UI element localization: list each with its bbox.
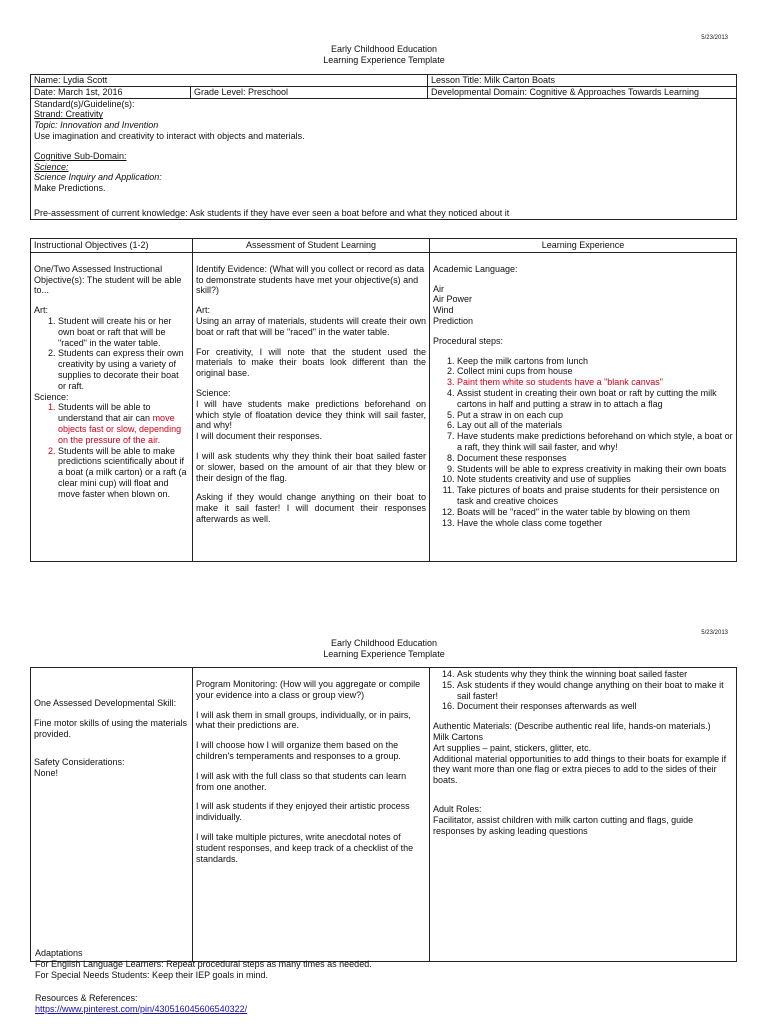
make-predictions: Make Predictions. — [34, 183, 106, 194]
objectives-cell — [31, 252, 193, 561]
procedural-steps: Procedural steps: — [433, 335, 504, 346]
monitoring-cell — [193, 668, 430, 962]
monitoring-item: I will take multiple pictures, write anecdotal notes of student responses, and keep track of a checklist of the standards. — [196, 831, 414, 864]
science-item: 1. Students will be able to understand that air can move objects fast or slow, depending on the pressure of the air. — [58, 402, 189, 445]
monitoring-item: I will ask them in small groups, individually, or in pairs, what their predictions are. — [196, 709, 411, 731]
page2-date: 5/23/2013 — [701, 630, 728, 636]
science-heading: Science: — [34, 161, 69, 172]
pinterest-link[interactable]: https://www.pinterest.com/pin/430516045606540322/ — [35, 1004, 248, 1014]
art-list — [34, 316, 189, 392]
assess-document: I will document their responses. — [196, 431, 323, 442]
pre-assessment: Pre-assessment of current knowledge: Ask students if they have ever seen a boat before and what they noticed about it — [34, 207, 510, 218]
ell-adaptation: For English Language Learners: Repeat procedural steps as many times as needed. — [35, 959, 372, 969]
standards-cell — [31, 98, 737, 219]
steps-list — [433, 356, 733, 529]
resources-label: Resources & References: — [35, 993, 138, 1003]
dev-domain-cell: Developmental Domain: Cognitive & Approaches Towards Learning — [428, 86, 737, 98]
academic-language: Academic Language: — [433, 263, 518, 274]
monitoring-item: I will ask students if they enjoyed their artistic process individually. — [196, 801, 410, 823]
assess-science-label: Science: — [196, 387, 231, 398]
col-header-learning: Learning Experience — [430, 239, 737, 253]
topic: Topic: Innovation and Invention — [34, 120, 159, 131]
step-item: 15. Ask students if they would change anything on their boat to make it sail faster! — [457, 680, 733, 702]
assess-creativity: For creativity, I will note that the student used the materials to make their boats look different than the original base. — [196, 346, 426, 379]
material-item: Additional material opportunities to add things to their boats for example if they want more than one flag or extra pieces to add to the sides of their boats. — [433, 753, 727, 786]
authentic-materials: Authentic Materials: (Describe authentic real life, hands-on materials.) — [433, 721, 711, 732]
step-item: 2. Collect mini cups from house — [457, 366, 733, 377]
assess-why: I will ask students why they think their boat sailed faster or slower, based on the amount of air that they blew or their design of the flag. — [196, 450, 426, 483]
vocab-word: Air — [433, 283, 444, 294]
adaptations-section — [35, 948, 372, 981]
step-item: 13. Have the whole class come together — [457, 518, 733, 529]
col-header-assessment: Assessment of Student Learning — [193, 239, 430, 253]
vocab-word: Prediction — [433, 315, 474, 326]
material-item: Art supplies – paint, stickers, glitter, etc. — [433, 742, 592, 753]
assess-art-label: Art: — [196, 305, 211, 316]
page2-title: Early Childhood Education — [330, 638, 438, 648]
page2-table — [30, 667, 737, 962]
date-field: Date: March 1st, 2016 — [34, 86, 123, 97]
cognitive-subdomain: Cognitive Sub-Domain: — [34, 150, 127, 161]
adult-roles: Adult Roles: — [433, 803, 482, 814]
fine-motor: Fine motor skills of using the materials provided. — [34, 717, 188, 739]
grade-level-cell: Grade Level: Preschool — [191, 86, 428, 98]
art-item: 2. Students can express their own creativity by using a variety of supplies to decorate their boat or raft. — [58, 348, 189, 391]
step-item: 5. Put a straw in on each cup — [457, 410, 733, 421]
page1-date: 5/23/2013 — [701, 35, 728, 41]
step-item: 12. Boats will be "raced" in the water table by blowing on them — [457, 507, 733, 518]
topic-text: Use imagination and creativity to interact with objects and materials. — [34, 130, 305, 141]
special-needs-adaptation: For Special Needs Students: Keep their IEP goals in mind. — [35, 970, 268, 980]
objectives-intro: One/Two Assessed Instructional Objective(s): The student will be able to... — [34, 263, 182, 296]
step-item: 4. Assist student in creating their own boat or raft by cutting the milk cartons in half and putting a straw in to attach a flag — [457, 388, 733, 410]
assess-change: Asking if they would change anything on their boat to make it sail faster! I will document their responses afterwards as well. — [196, 492, 426, 524]
art-label: Art: — [34, 305, 49, 316]
step-item: 14. Ask students why they think the winning boat sailed faster — [457, 669, 733, 680]
col-header-objectives: Instructional Objectives (1-2) — [31, 239, 193, 253]
identify-evidence: Identify Evidence: (What will you collect or record as data to demonstrate students have met your objective(s) and skill?) — [196, 263, 425, 296]
step-item: 10. Note students creativity and use of supplies — [457, 474, 733, 485]
monitoring-item: I will ask with the full class so that students can learn from one another. — [196, 770, 407, 792]
step-item: 8. Document these responses — [457, 453, 733, 464]
step-item: 1. Keep the milk cartons from lunch — [457, 356, 733, 367]
resources-section — [35, 993, 247, 1015]
page1-subtitle: Learning Experience Template — [323, 55, 445, 65]
name-cell: Name: Lydia Scott — [31, 75, 428, 87]
header-info-table — [30, 74, 737, 220]
adaptations-label: Adaptations — [35, 948, 83, 958]
material-item: Milk Cartons — [433, 731, 484, 742]
program-monitoring: Program Monitoring: (How will you aggregate or compile your evidence into a class or group view?) — [196, 679, 421, 700]
assessment-cell — [193, 252, 430, 561]
page1-title: Early Childhood Education — [330, 44, 438, 54]
standards-label: Standard(s)/Guideline(s): — [34, 98, 135, 109]
assess-science: I will have students make predictions beforehand on which style of floatation device they think will sail faster, and why! — [196, 398, 426, 431]
learning-cell — [430, 252, 737, 561]
steps-continued-list — [433, 669, 733, 712]
monitoring-item: I will choose how I will organize them based on the children's temperaments and responses to a group. — [196, 740, 401, 761]
vocab-word: Air Power — [433, 294, 473, 305]
materials-cell — [430, 668, 737, 962]
science-item: 2. Students will be able to make predictions scientifically about if a boat (a milk carton) or a raft (a clear mini cup) will float and move faster when blown on. — [58, 446, 189, 500]
objectives-table — [30, 238, 737, 562]
step-item: 11. Take pictures of boats and praise students for their persistence on task and creative choices — [457, 485, 733, 507]
safety-label: Safety Considerations: — [34, 757, 125, 768]
strand: Strand: Creativity — [34, 109, 104, 120]
dev-skill-cell — [31, 668, 193, 962]
dev-skill: One Assessed Developmental Skill: — [34, 698, 177, 708]
page2-subtitle: Learning Experience Template — [323, 649, 445, 659]
step-item: 3. Paint them white so students have a "blank canvas" — [457, 377, 733, 388]
step-item: 7. Have students make predictions beforehand on which style, a boat or a raft, they think will sail faster, and why! — [457, 431, 733, 453]
science-inquiry: Science Inquiry and Application: — [34, 172, 162, 183]
adult-roles-text: Facilitator, assist children with milk carton cutting and flags, guide responses by asking leading questions — [433, 814, 694, 836]
date-cell — [31, 86, 191, 98]
lesson-title-cell: Lesson Title: Milk Carton Boats — [428, 75, 737, 87]
science-list — [34, 402, 189, 499]
vocab-word: Wind — [433, 305, 454, 316]
step-item: 6. Lay out all of the materials — [457, 420, 733, 431]
step-item: 16. Document their responses afterwards as well — [457, 701, 733, 712]
assess-art: Using an array of materials, students will create their own boat or raft that will be "raced" in the water table. — [196, 315, 426, 337]
art-item: 1. Student will create his or her own boat or raft that will be "raced" in the water table. — [58, 316, 189, 348]
science-label: Science: — [34, 391, 69, 402]
step-item: 9. Students will be able to express creativity in making their own boats — [457, 464, 733, 475]
safety-none: None! — [34, 768, 59, 779]
